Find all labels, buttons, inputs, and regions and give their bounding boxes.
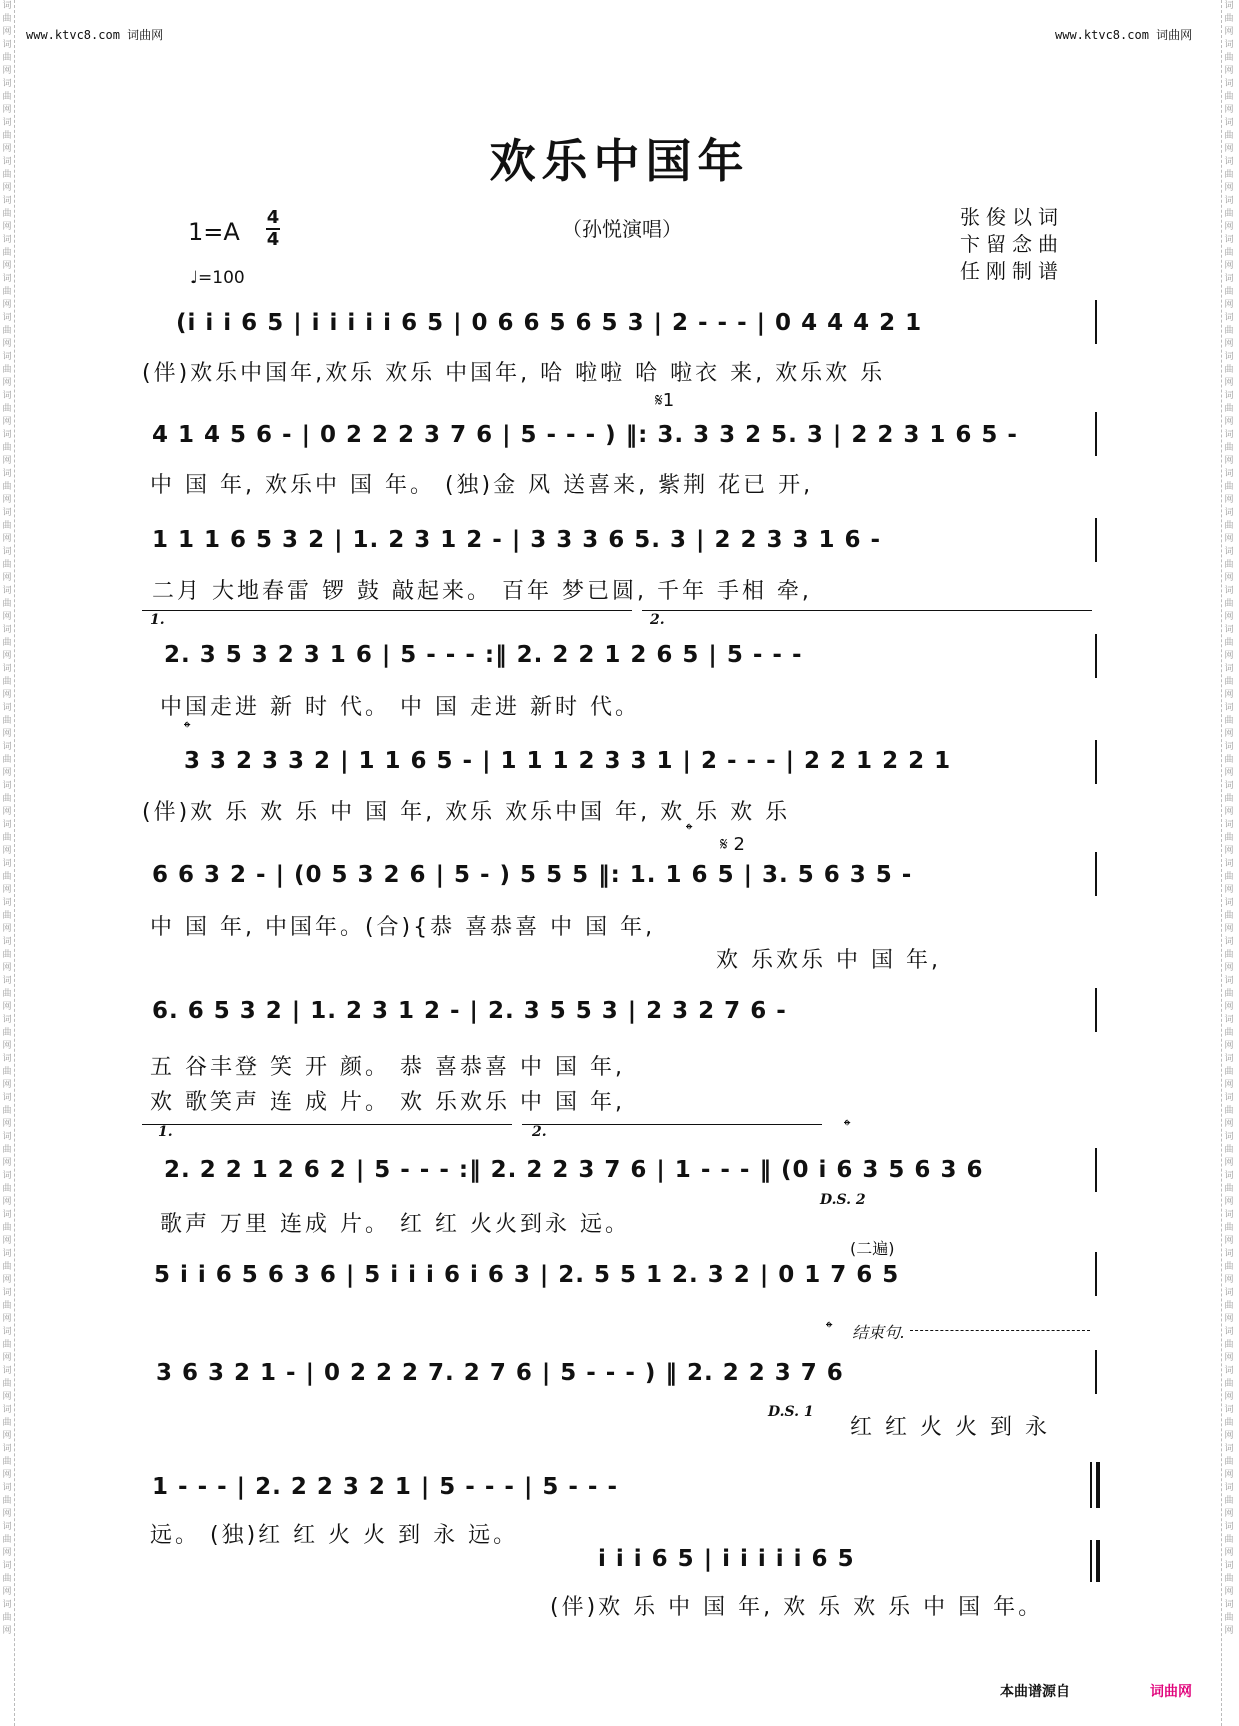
- volta-2-label: 2.: [532, 1124, 547, 1140]
- time-signature: [266, 208, 280, 250]
- final-bar-line: [1096, 1540, 1100, 1582]
- score-lyrics-row: 欢 歌笑声 连 成 片。 欢 乐欢乐 中 国 年,: [150, 1090, 625, 1115]
- bar-line: [1095, 300, 1097, 344]
- bar-line: [1095, 988, 1097, 1032]
- lyricist-credit: 张俊以词: [960, 205, 1064, 229]
- composer-credit: 卞留念曲: [960, 232, 1064, 256]
- score-notes-row: 4 1 4 5 6 - | 0 2 2 2 3 7 6 | 5 - - - ) ‖: 3. 3 3 2 5. 3 | 2 2 3 1 6 5 -: [152, 422, 1018, 448]
- score-notes-row: 3 6 3 2 1 - | 0 2 2 2 7. 2 7 6 | 5 - - - ) ‖ 2. 2 2 3 7 6: [156, 1360, 844, 1386]
- header-site-left[interactable]: www.ktvc8.com 词曲网: [26, 28, 164, 42]
- bar-line: [1095, 740, 1097, 784]
- arranger-credit: 任刚制谱: [960, 259, 1064, 283]
- score-lyrics-row: 中国走进 新 时 代。 中 国 走进 新时 代。: [160, 695, 640, 720]
- bar-line: [1095, 634, 1097, 678]
- segno-mark-2: 𝄋 2: [720, 834, 745, 855]
- score-lyrics-row: (伴)欢 乐 欢 乐 中 国 年, 欢乐 欢乐中国 年, 欢 乐 欢 乐: [142, 800, 791, 825]
- volta-bracket-1: [142, 1124, 512, 1125]
- volta-1-label: 1.: [158, 1124, 173, 1140]
- score-notes-row: 2. 2 2 1 2 6 2 | 5 - - - :‖ 2. 2 2 3 7 6 | 1 - - - ‖ (0 i 6 3 5 6 3 6: [164, 1157, 984, 1183]
- score-lyrics-row: 远。 (独)红 红 火 火 到 永 远。: [150, 1523, 519, 1548]
- score-notes-row: 5 i i 6 5 6 3 6 | 5 i i i 6 i 6 3 | 2. 5 5 1 2. 3 2 | 0 1 7 6 5: [154, 1262, 900, 1288]
- coda-mark: 𝄌: [844, 1116, 851, 1137]
- bar-line: [1095, 1252, 1097, 1296]
- score-notes-row: 6. 6 5 3 2 | 1. 2 3 1 2 - | 2. 3 5 5 3 | 2 3 2 7 6 -: [152, 998, 787, 1024]
- coda-mark: 𝄌: [184, 718, 191, 739]
- score-notes-row: 6 6 3 2 - | (0 5 3 2 6 | 5 - ) 5 5 5 ‖: 1. 1 6 5 | 3. 5 6 3 5 -: [152, 862, 913, 888]
- score-lyrics-row: 五 谷丰登 笑 开 颜。 恭 喜恭喜 中 国 年,: [150, 1055, 625, 1080]
- coda-mark: 𝄌: [826, 1318, 833, 1339]
- bar-line: [1095, 1350, 1097, 1394]
- ending-label: 结束句.: [852, 1323, 906, 1342]
- coda-mark: 𝄌: [686, 820, 693, 841]
- right-watermark-strip: 词曲网词曲网词曲网词曲网词曲网词曲网词曲网词曲网词曲网词曲网词曲网词曲网词曲网词曲网词曲网词曲网词曲网词曲网词曲网词曲网词曲网词曲网词曲网词曲网词曲网词曲网词曲网词曲网词曲网词曲网词曲网词曲网词曲网词曲网词曲网词曲网词曲网词曲网词曲网词曲网词曲网词曲网: [1221, 0, 1236, 1726]
- time-sig-bottom: 4: [266, 229, 280, 250]
- ds-2-mark: D.S. 2: [820, 1192, 866, 1208]
- singer-credit: （孙悦演唱）: [562, 217, 682, 241]
- score-lyrics-row: 歌声 万里 连成 片。 红 红 火火到永 远。: [160, 1212, 630, 1237]
- bar-line: [1095, 518, 1097, 562]
- volta-bracket-1: [142, 610, 632, 611]
- score-lyrics-row: (伴)欢乐中国年,欢乐 欢乐 中国年, 哈 啦啦 哈 啦衣 来, 欢乐欢 乐: [142, 361, 886, 386]
- volta-1-label: 1.: [150, 612, 165, 628]
- source-label: 本曲谱源自: [1000, 1684, 1070, 1700]
- volta-bracket-2: [642, 610, 1092, 611]
- final-bar-line: [1090, 1462, 1092, 1508]
- score-notes-row: 1 - - - | 2. 2 2 3 2 1 | 5 - - - | 5 - - -: [152, 1474, 619, 1500]
- final-bar-line: [1090, 1540, 1092, 1582]
- bar-line: [1095, 852, 1097, 896]
- header-site-right[interactable]: www.ktvc8.com 词曲网: [1055, 28, 1193, 42]
- score-notes-row: 3 3 2 3 3 2 | 1 1 6 5 - | 1 1 1 2 3 3 1 | 2 - - - | 2 2 1 2 2 1: [184, 748, 952, 774]
- final-bar-line: [1096, 1462, 1100, 1508]
- volta-bracket-2: [522, 1124, 822, 1125]
- left-watermark-strip: 词曲网词曲网词曲网词曲网词曲网词曲网词曲网词曲网词曲网词曲网词曲网词曲网词曲网词曲网词曲网词曲网词曲网词曲网词曲网词曲网词曲网词曲网词曲网词曲网词曲网词曲网词曲网词曲网词曲网词曲网词曲网词曲网词曲网词曲网词曲网词曲网词曲网词曲网词曲网词曲网词曲网词曲网: [0, 0, 15, 1726]
- volta-2-label: 2.: [650, 612, 665, 628]
- score-lyrics-row: 中 国 年, 欢乐中 国 年。 (独)金 风 送喜来, 紫荆 花已 开,: [150, 473, 814, 498]
- score-notes-row: i i i 6 5 | i i i i i 6 5: [598, 1546, 855, 1572]
- segno-mark-1: 𝄋1: [655, 390, 675, 411]
- score-lyrics-row: (伴)欢 乐 中 国 年, 欢 乐 欢 乐 中 国 年。: [550, 1595, 1044, 1620]
- tempo-marking: ♩=100: [190, 268, 245, 288]
- score-notes-row: 1 1 1 6 5 3 2 | 1. 2 3 1 2 - | 3 3 3 6 5. 3 | 2 2 3 3 1 6 -: [152, 527, 882, 553]
- key-signature: 1=A: [188, 218, 240, 246]
- source-site-link[interactable]: 词曲网: [1150, 1684, 1192, 1700]
- score-lyrics-row: 中 国 年, 中国年。(合){恭 喜恭喜 中 国 年,: [150, 915, 656, 940]
- score-lyrics-row: 红 红 火 火 到 永: [850, 1415, 1050, 1440]
- ending-line: [910, 1330, 1090, 1332]
- ds-1-mark: D.S. 1: [768, 1404, 814, 1420]
- score-lyrics-row: 欢 乐欢乐 中 国 年,: [716, 948, 941, 973]
- score-notes-row: (i i i 6 5 | i i i i i 6 5 | 0 6 6 5 6 5 3 | 2 - - - | 0 4 4 4 2 1: [176, 310, 923, 336]
- score-notes-row: 2. 3 5 3 2 3 1 6 | 5 - - - :‖ 2. 2 2 1 2 6 5 | 5 - - -: [164, 642, 803, 668]
- bar-line: [1095, 1148, 1097, 1192]
- song-title: 欢乐中国年: [489, 134, 750, 188]
- bar-line: [1095, 412, 1097, 456]
- time-sig-top: 4: [266, 207, 280, 228]
- second-time-note: (二遍): [850, 1239, 895, 1258]
- score-lyrics-row: 二月 大地春雷 锣 鼓 敲起来。 百年 梦已圆, 千年 手相 牵,: [152, 579, 812, 604]
